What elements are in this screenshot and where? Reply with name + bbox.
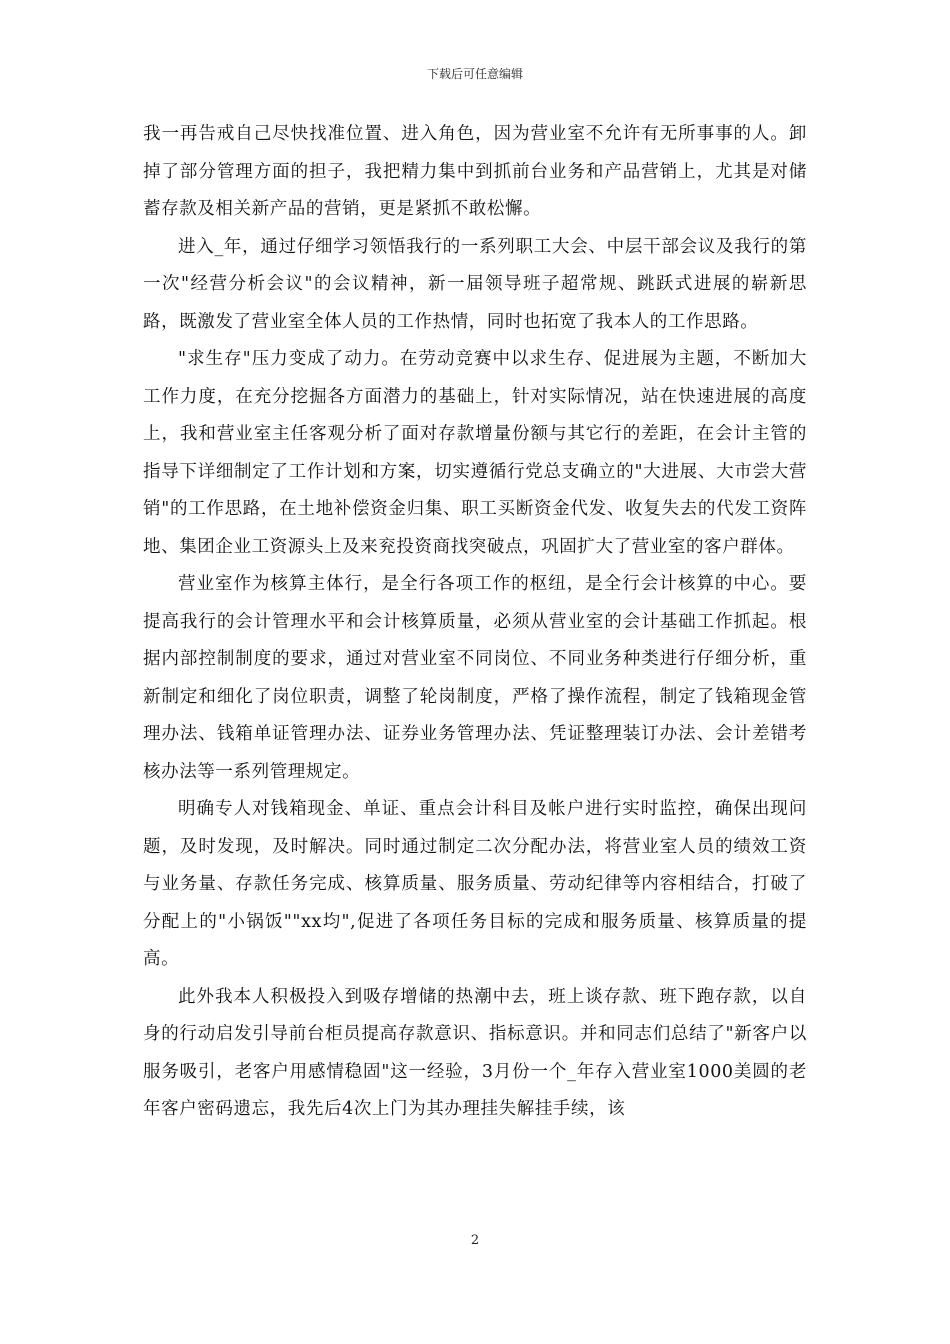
page-number: 2 xyxy=(470,1233,480,1248)
paragraph-1: 我一再告戒自己尽快找准位置、进入角色，因为营业室不允许有无所事事的人。卸掉了部分管理方面的担子，我把精力集中到抓前台业务和产品营销上，尤其是对储蓄存款及相关新产品的营销，更是紧抓不敢松懈。 xyxy=(143,124,807,219)
document-body xyxy=(143,116,807,1129)
paragraph-5: 明确专人对钱箱现金、单证、重点会计科目及帐户进行实时监控，确保出现问题，及时发现，及时解决。同时通过制定二次分配办法，将营业室人员的绩效工资与业务量、存款任务完成、核算质量、服务质量、劳动纪律等内容相结合，打破了分配上的"小锅饭""xx均",促进了各项任务目标的完成和服务质量、核算质量的提高。 xyxy=(143,799,807,969)
paragraph-2: 进入_年，通过仔细学习领悟我行的一系列职工大会、中层干部会议及我行的第一次"经营分析会议"的会议精神，新一届领导班子超常规、跳跃式进展的崭新思路，既激发了营业室全体人员的工作热情，同时也拓宽了我本人的工作思路。 xyxy=(143,236,807,332)
paragraph-4: 营业室作为核算主体行，是全行各项工作的枢纽，是全行会计核算的中心。要提高我行的会计管理水平和会计核算质量，必须从营业室的会计基础工作抓起。根据内部控制制度的要求，通过对营业室不同岗位、不同业务种类进行仔细分析，重新制定和细化了岗位职责，调整了轮岗制度，严格了操作流程，制定了钱箱现金管理办法、钱箱单证管理办法、证券业务管理办法、凭证整理装订办法、会计差错考核办法等一系列管理规定。 xyxy=(143,574,807,782)
paragraph-6: 此外我本人积极投入到吸存增储的热潮中去，班上谈存款、班下跑存款，以自身的行动启发引导前台柜员提高存款意识、指标意识。并和同志们总结了"新客户以服务吸引，老客户用感情稳固"这一经验，3月份一个_年存入营业室1000美圆的老年客户密码遗忘，我先后4次上门为其办理挂失解挂手续，该 xyxy=(143,986,807,1119)
paragraph-3: "求生存"压力变成了动力。在劳动竞赛中以求生存、促进展为主题，不断加大工作力度，在充分挖掘各方面潜力的基础上，针对实际情况，站在快速进展的高度上，我和营业室主任客观分析了面对存款增量份额与其它行的差距，在会计主管的指导下详细制定了工作计划和方案，切实遵循行党总支确立的"大进展、大市尝大营销"的工作思路，在土地补偿资金归集、职工买断资金代发、收复失去的代发工资阵地、集团企业工资源头上及来兖投资商找突破点，巩固扩大了营业室的客户群体。 xyxy=(143,349,807,557)
page-header: 下载后可任意编辑 xyxy=(426,67,523,81)
